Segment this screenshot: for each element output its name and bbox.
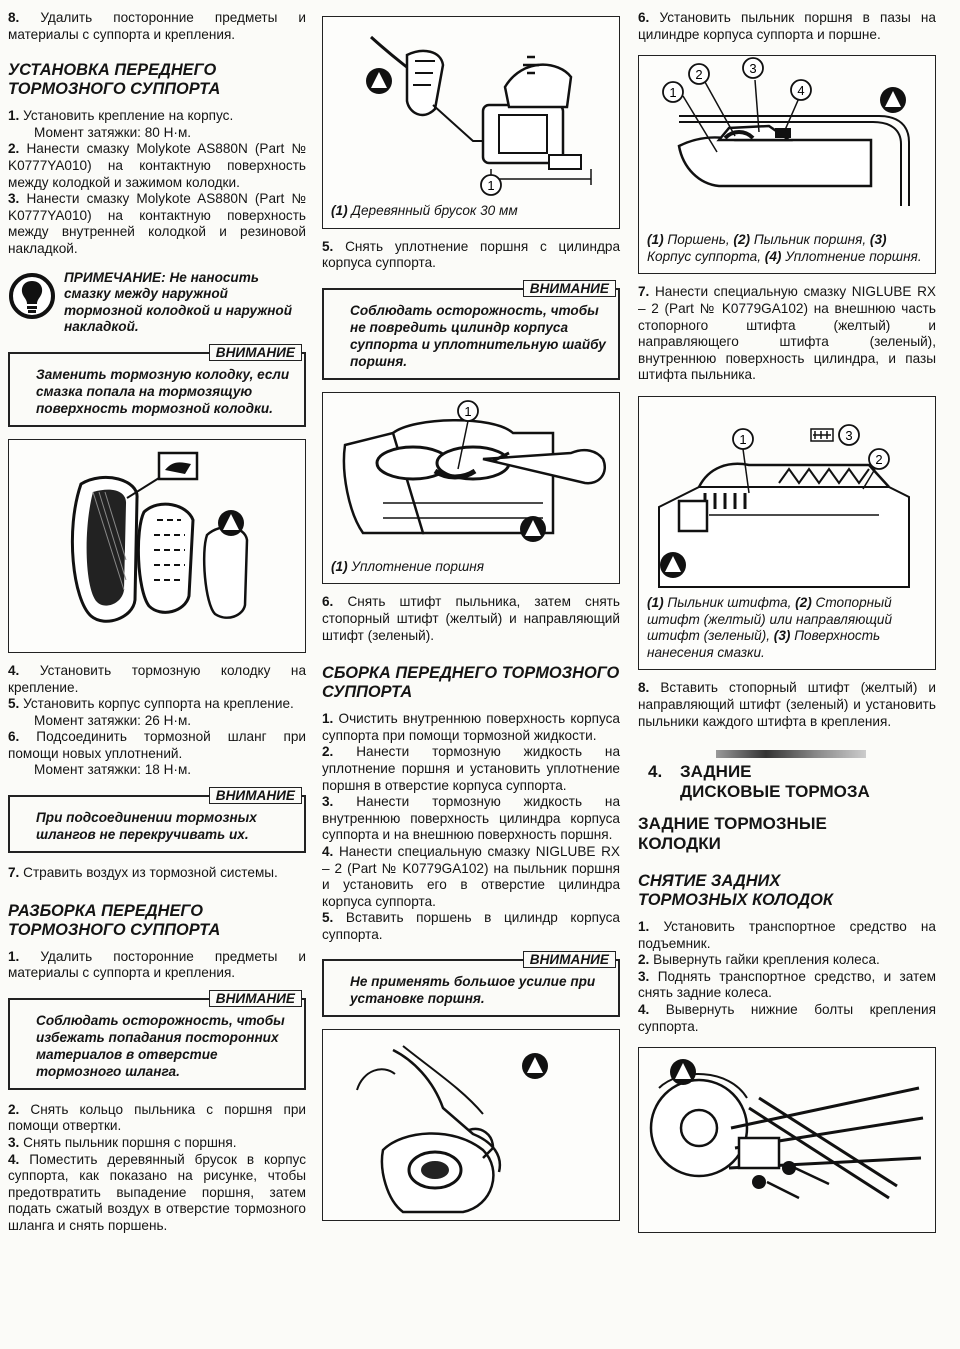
note-block [8,270,306,336]
lightbulb-icon [8,272,56,320]
figure-piston-seal [322,392,620,585]
warning-label: ВНИМАНИЕ [209,990,302,1007]
assembly-step-3: 3. Нанести тормозную жидкость на внутреннюю поверхность цилиндра корпуса суппорта и на внешнюю поверхность поршня. [322,794,620,843]
callout-1: 1 [669,85,677,101]
callout-2: 2 [875,451,883,467]
callout-1: 1 [464,403,472,419]
warning-text: Соблюдать осторожность, чтобы избежать попадания посторонних материалов в отверстие тормозного шланга. [36,1012,285,1079]
column-left [8,10,306,1235]
figure-rear-caliper-bolts [638,1047,936,1233]
column-middle [322,10,620,1231]
removal-step-1: 1. Установить транспортное средство на подъемник. [638,919,936,951]
piston-insert-illustration [323,1030,618,1218]
assembly-step-7: 7. Нанести специальную смазку NIGLUBE RX – 2 (Part № K0779GA102) на внешнюю часть стопорного штифта (желтый) и направляющего штифта (зеленый), внутреннюю поверхность цилиндра, и пазы штифта пыльника. [638,284,936,383]
callout-4: 4 [797,83,805,99]
warning-text: Заменить тормозную колодку, если смазка попала на тормозящую поверхность тормозной колодки. [36,366,290,416]
assembly-step-6: 6. Установить пыльник поршня в пазы на цилиндре корпуса суппорта и поршне. [638,10,936,42]
section-bar [716,750,866,758]
note-text: Не наносить смазку между наружной тормозной колодкой и наружной накладкой. [64,269,293,335]
figure-piston-insert [322,1029,620,1221]
removal-step-2: 2. Вывернуть гайки крепления колеса. [638,952,880,968]
removal-step-3: 3. Поднять транспортное средство, и затем снять задние колеса. [638,968,936,1001]
figure-caption: (1) Поршень, (2) Пыльник поршня, (3) Корпус суппорта, (4) Уплотнение поршня. [647,232,922,264]
heading-rear-pads-removal: СНЯТИЕ ЗАДНИХ ТОРМОЗНЫХ КОЛОДОК [638,872,833,910]
pin-boot-illustration [639,397,934,589]
warning-text: Соблюдать осторожность, чтобы не повредить цилиндр корпуса суппорта и уплотнительную шайбу поршня. [350,302,606,369]
warning-box-grease [8,344,306,427]
figure-caption: (1) Деревянный брусок 30 мм [331,203,518,218]
torque-26: Момент затяжки: 26 Н·м. [34,712,192,728]
assembly-step-2: 2. Нанести тормозную жидкость на уплотнение поршня и установить уплотнение поршня в отверстие корпуса суппорта. [322,744,620,793]
warning-label: ВНИМАНИЕ [523,951,616,968]
warning-box-hoses [8,788,306,853]
section-number: 4. [648,762,663,782]
caliper-piston-removal-illustration [323,17,618,197]
assembly-step-1: 1. Очистить внутреннюю поверхность корпуса суппорта при помощи тормозной жидкости. [322,711,620,743]
install-step-5: 5. Установить корпус суппорта на крепление. [8,696,294,712]
column-right [638,10,936,1243]
disassembly-step-5: 5. Снять уплотнение поршня с цилиндра корпуса суппорта. [322,238,621,271]
warning-box-force [322,952,620,1017]
callout-3: 3 [749,61,757,77]
disassembly-step-4: 4. Поместить деревянный брусок в корпус суппорта, как показано на рисунке, чтобы предотвратить выпадение поршня, затем подать сжатый воздух в отверстие тормозного шланга и снять поршень. [8,1151,306,1233]
torque-80: Момент затяжки: 80 Н·м. [34,124,192,140]
assembly-step-5: 5. Вставить поршень в цилиндр корпуса суппорта. [322,910,620,942]
warning-label: ВНИМАНИЕ [209,344,302,361]
callout-1: 1 [487,178,495,193]
warning-text: При подсоединении тормозных шлангов не перекручивать их. [36,810,257,843]
figure-wooden-block [322,16,620,229]
figure-brake-pads [8,439,306,653]
heading-rear-brake-pads: ЗАДНИЕ ТОРМОЗНЫЕ КОЛОДКИ [638,814,827,854]
disassembly-step-3: 3. Снять пыльник поршня с поршня. [8,1135,237,1151]
install-step-7: 7. Стравить воздух из тормозной системы. [8,865,278,881]
removal-step-4: 4. Вывернуть нижние болты крепления суппорта. [638,1002,936,1034]
install-step-3: 3. Нанести смазку Molykote AS880N (Part № K0777YA010) на контактную поверхность между внутренней колодкой и резиновой накладкой. [8,191,306,256]
disassembly-step-1: 1. Удалить посторонние предметы и материалы с суппорта и крепления. [8,948,307,981]
warning-text: Не применять большое усилие при установке поршня. [350,974,596,1007]
callout-3: 3 [845,427,853,443]
callout-1: 1 [739,431,747,447]
piston-seal-illustration [323,393,618,553]
section-title-line1: ЗАДНИЕ [680,762,752,782]
install-step-6: 6. Подсоединить тормозной шланг при помощи новых уплотнений. [8,729,307,761]
install-step-1: 1. Установить крепление на корпус. [8,108,234,124]
section-title-line2: ДИСКОВЫЕ ТОРМОЗА [680,782,870,802]
disassembly-step-2: 2. Снять кольцо пыльника с поршня при помощи отвертки. [8,1101,306,1134]
figure-pin-boot [638,396,936,670]
callout-2: 2 [695,67,703,83]
assembly-step-8: 8. Вставить стопорный штифт (желтый) и направляющий штифт (зеленый) и установить пыльники каждого штифта в крепления. [638,680,937,729]
warning-label: ВНИМАНИЕ [523,280,616,297]
torque-18: Момент затяжки: 18 Н·м. [34,762,192,778]
install-step-2: 2. Нанести смазку Molykote AS880N (Part № K0777YA010) на контактную поверхность между колодкой и зажимом колодки. [8,141,306,190]
figure-piston-boot [638,55,936,274]
figure-caption: (1) Пыльник штифта, (2) Стопорный штифт (желтый) или направляющий штифт (зеленый), (3) Поверхность нанесения смазки. [647,594,893,660]
heading-front-caliper-install: УСТАНОВКА ПЕРЕДНЕГО ТОРМОЗНОГО СУППОРТА [8,61,221,99]
warning-box-foreign-matter [8,990,306,1090]
heading-front-caliper-disassembly: РАЗБОРКА ПЕРЕДНЕГО ТОРМОЗНОГО СУППОРТА [8,901,221,939]
figure-caption: (1) Уплотнение поршня [331,558,485,574]
step-8: 8. Удалить посторонние предметы и материалы с суппорта и крепления. [8,10,307,42]
install-step-4: 4. Установить тормозную колодку на крепление. [8,662,306,695]
note-label: ПРИМЕЧАНИЕ: [64,269,166,285]
assembly-step-4: 4. Нанести специальную смазку NIGLUBE RX – 2 (Part № K0779GA102) на пыльник поршня и установить его в отверстие цилиндра корпуса суппорта. [322,843,620,909]
warning-box-cylinder [322,280,620,380]
section-header [638,750,936,802]
brake-pads-illustration [9,440,304,650]
warning-label: ВНИМАНИЕ [209,787,302,804]
piston-boot-illustration [639,56,934,226]
disassembly-step-6: 6. Снять штифт пыльника, затем снять стопорный штифт (желтый) и направляющий штифт (зеленый). [322,594,620,643]
heading-front-caliper-assembly: СБОРКА ПЕРЕДНЕГО ТОРМОЗНОГО СУППОРТА [322,664,620,702]
rear-caliper-illustration [639,1048,934,1230]
